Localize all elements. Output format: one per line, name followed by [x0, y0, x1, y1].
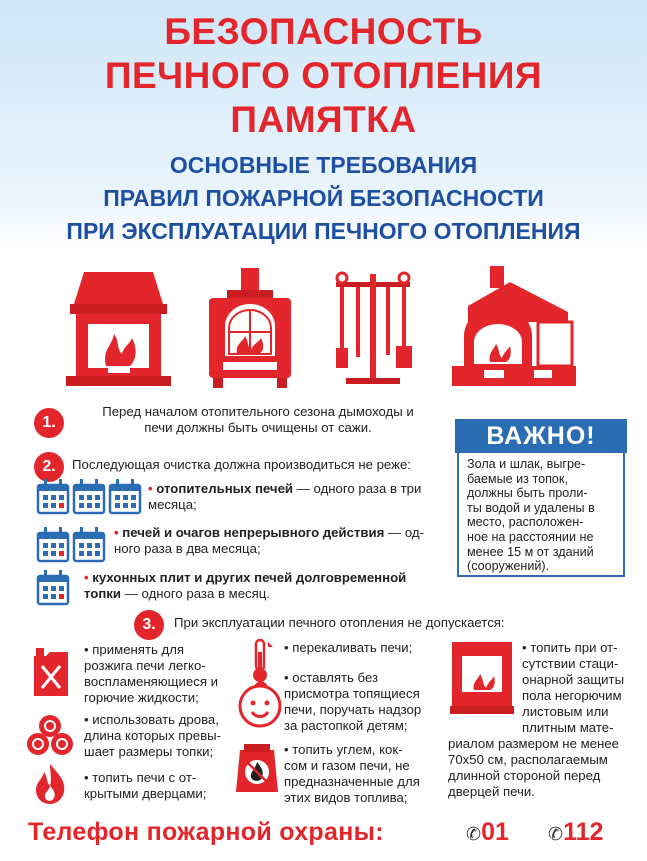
line: длинной стороной перед	[448, 768, 601, 783]
phone-01[interactable]	[466, 818, 509, 847]
rule-2-intro: Последующая очистка должна производиться не реже:	[72, 457, 411, 472]
rule-3-col1-item-3	[84, 770, 234, 802]
subtitle-line-1: ОСНОВНЫЕ ТРЕБОВАНИЯ	[169, 152, 478, 178]
rule-2-item-2-rest2: ного раза в два месяца;	[114, 541, 261, 556]
rule-2-item-1-rest: — одного раза в три	[293, 481, 422, 496]
rule-3-col3-top	[522, 640, 627, 736]
line: этих видов топлива;	[284, 790, 408, 805]
child-face-icon	[236, 680, 284, 728]
line: 70х50 см, располагаемым	[448, 752, 608, 767]
important-line: ты водой и удалены в	[467, 500, 595, 515]
phone-112[interactable]	[548, 818, 603, 847]
calendar-3-icon	[36, 479, 144, 517]
line: предназначенные для	[284, 774, 420, 789]
fireplace-icon	[66, 268, 171, 388]
line: • использовать дрова,	[84, 712, 219, 727]
line: • оставлять без	[284, 670, 379, 685]
bullet: •	[114, 525, 119, 540]
rule-1-line-2: печи должны быть очищены от сажи.	[144, 420, 372, 435]
important-heading: ВАЖНО!	[455, 419, 627, 453]
rule-2-item-3-bold2: топки	[84, 586, 122, 601]
footer-label: Телефон пожарной охраны:	[28, 818, 384, 846]
important-line: ное на расстоянии не	[467, 529, 594, 544]
line: розжига печи легко-	[84, 658, 206, 673]
rule-3-intro: При эксплуатации печного отопления не допускается:	[174, 615, 505, 630]
line: плитным мате-	[522, 720, 614, 735]
flame-icon	[32, 762, 68, 804]
rule-2-item-2-bold: печей и очагов непрерывного действия	[122, 525, 385, 540]
stove-icon	[205, 268, 295, 390]
important-line: место, расположен-	[467, 515, 584, 530]
calendar-2-icon	[36, 527, 108, 565]
rule-3-col2-item-2	[284, 670, 444, 734]
line: дверцей печи.	[448, 784, 535, 799]
important-line: баемые из топок,	[467, 471, 568, 486]
rule-2-item-2	[114, 525, 444, 557]
rule-1-text	[78, 404, 438, 436]
firewood-icon	[24, 714, 78, 758]
line: сом и газом печи, не	[284, 758, 410, 773]
rule-2-number: 2.	[34, 452, 64, 482]
line: • топить углем, кок-	[284, 742, 403, 757]
fireplace-tools-icon	[330, 270, 416, 388]
line: онарной защиты	[522, 672, 625, 687]
line: воспламеняющиеся и	[84, 674, 218, 689]
outdoor-oven-icon	[448, 266, 580, 388]
thermometer-icon	[246, 638, 274, 684]
rule-2-item-2-rest: — од-	[384, 525, 424, 540]
important-line: менее 15 м от зданий	[467, 544, 594, 559]
title-line-3: ПАМЯТКА	[230, 99, 417, 140]
line: горючие жидкости;	[84, 690, 199, 705]
line: сутствии стаци-	[522, 656, 619, 671]
line: за растопкой детям;	[284, 718, 408, 733]
bullet: •	[148, 481, 153, 496]
rule-3-col2-item-1: • перекаливать печи;	[284, 640, 413, 655]
phone-number: 112	[563, 818, 604, 846]
line: длина которых превы-	[84, 728, 221, 743]
rule-2-item-3-rest: — одного раза в месяц.	[121, 586, 270, 601]
line: присмотра топящиеся	[284, 686, 420, 701]
line: пола негорючим	[522, 688, 622, 703]
bullet: •	[84, 570, 89, 585]
phone-number: 01	[481, 818, 509, 846]
rule-3-col1-item-1	[84, 642, 234, 706]
line: листовым или	[522, 704, 609, 719]
rule-1-line-1: Перед началом отопительного сезона дымоходы и	[102, 404, 414, 419]
line: • применять для	[84, 642, 185, 657]
rule-3-col1-item-2	[84, 712, 234, 760]
phone-icon: ✆	[466, 824, 482, 845]
coal-bag-icon	[234, 742, 280, 794]
line: шает размеры топки;	[84, 744, 214, 759]
important-line: должны быть проли-	[467, 486, 588, 501]
fuel-canister-icon	[30, 648, 72, 698]
line: печи, поручать надзор	[284, 702, 422, 717]
calendar-1-icon	[36, 570, 72, 608]
rule-2-item-3-bold: кухонных плит и других печей долговременной	[92, 570, 407, 585]
rule-2-item-1-rest2: месяца;	[148, 497, 197, 512]
title-line-2: ПЕЧНОГО ОТОПЛЕНИЯ	[104, 55, 543, 96]
important-line: Зола и шлак, выгре-	[467, 457, 586, 471]
line: • топить при от-	[522, 640, 618, 655]
rule-2-item-3	[84, 570, 444, 602]
line: риалом размером не менее	[448, 736, 619, 751]
important-line: (сооружений).	[467, 559, 550, 574]
line: • топить печи с от-	[84, 770, 197, 785]
rule-3-col3-bottom	[448, 736, 628, 800]
subtitle-line-2: ПРАВИЛ ПОЖАРНОЙ БЕЗОПАСНОСТИ	[103, 185, 544, 211]
rule-3-col2-item-3	[284, 742, 444, 806]
rule-2-item-1	[148, 481, 443, 513]
rule-3-number: 3.	[134, 610, 164, 640]
phone-icon: ✆	[548, 824, 564, 845]
rule-1-number: 1.	[34, 408, 64, 438]
stove-floor-icon	[450, 640, 514, 716]
line: крытыми дверцами;	[84, 786, 207, 801]
rule-2-item-1-bold: отопительных печей	[156, 481, 294, 496]
subtitle-line-3: ПРИ ЭКСПЛУАТАЦИИ ПЕЧНОГО ОТОПЛЕНИЯ	[66, 218, 581, 244]
title-line-1: БЕЗОПАСНОСТЬ	[164, 11, 483, 52]
important-box	[457, 453, 625, 577]
